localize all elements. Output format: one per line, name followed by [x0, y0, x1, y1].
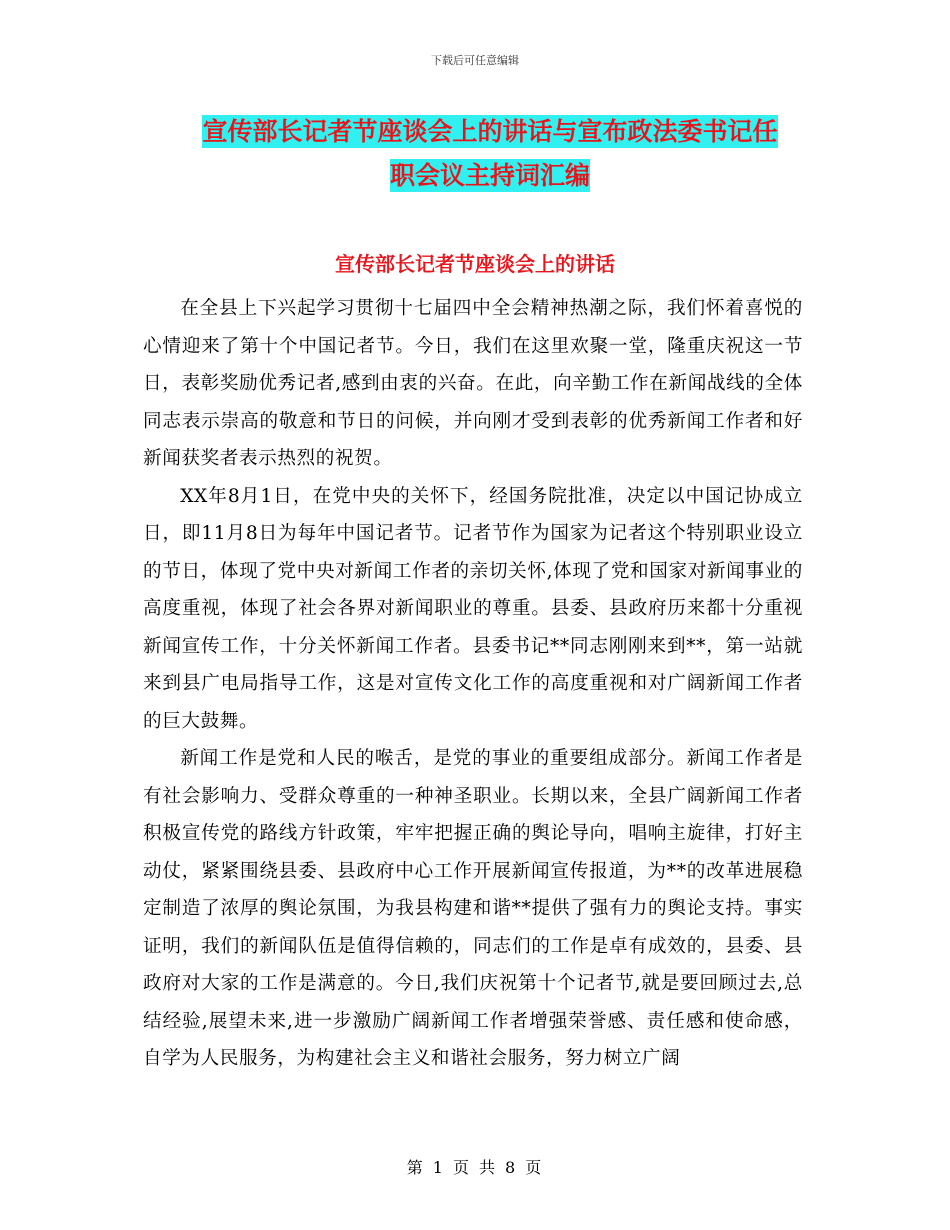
- page-number: 1: [432, 1158, 445, 1177]
- footer-prefix: 第: [406, 1158, 425, 1177]
- document-title-line2: 职会议主持词汇编: [389, 161, 590, 190]
- section-title: 宣传部长记者节座谈会上的讲话: [335, 252, 615, 276]
- footer-page-word: 页: [452, 1158, 471, 1177]
- header-note: 下载后可任意编辑: [431, 54, 519, 67]
- paragraph: 新闻工作是党和人民的喉舌，是党的事业的重要组成部分。新闻工作者是有社会影响力、受群众尊重的一种神圣职业。长期以来，全县广阔新闻工作者积极宣传党的路线方针政策，牢牢把握正确的舆论导向，唱响主旋律，打好主动仗，紧紧围绕县委、县政府中心工作开展新闻宣传报道，为**的改革进展稳定制造了浓厚的舆论氛围，为我县构建和谐**提供了强有力的舆论支持。事实证明，我们的新闻队伍是值得信赖的，同志们的工作是卓有成效的，县委、县政府对大家的工作是满意的。今日,我们庆祝第十个记者节,就是要回顾过去,总结经验,展望未来,进一步激励广阔新闻工作者增强荣誉感、责任感和使命感，自学为人民服务，为构建社会主义和谐社会服务，努力树立广阔: [143, 748, 803, 1069]
- paragraph: XX年8月1日，在党中央的关怀下，经国务院批准，决定以中国记协成立日，即11月8日为每年中国记者节。记者节作为国家为记者这个特别职业设立的节日，体现了党中央对新闻工作者的亲切关怀,体现了党和国家对新闻事业的高度重视，体现了社会各界对新闻职业的尊重。县委、县政府历来都十分重视新闻宣传工作，十分关怀新闻工作者。县委书记**同志刚刚来到**，第一站就来到县广电局指导工作，这是对宣传文化工作的高度重视和对广阔新闻工作者的巨大鼓舞。: [143, 485, 803, 732]
- footer-suffix: 页: [525, 1158, 544, 1177]
- page-footer: [0, 1155, 950, 1178]
- footer-total-word: 共: [479, 1158, 498, 1177]
- document-title: [140, 110, 840, 198]
- total-pages: 8: [505, 1158, 518, 1177]
- document-title-line1: 宣传部长记者节座谈会上的讲话与宣布政法委书记任: [202, 117, 778, 146]
- paragraph: 在全县上下兴起学习贯彻十七届四中全会精神热潮之际，我们怀着喜悦的心情迎来了第十个中国记者节。今日，我们在这里欢聚一堂，隆重庆祝这一节日，表彰奖励优秀记者,感到由衷的兴奋。在此，向辛勤工作在新闻战线的全体同志表示崇高的敬意和节日的问候，并向刚才受到表彰的优秀新闻工作者和好新闻获奖者表示热烈的祝贺。: [143, 298, 803, 469]
- document-body: [143, 290, 803, 1078]
